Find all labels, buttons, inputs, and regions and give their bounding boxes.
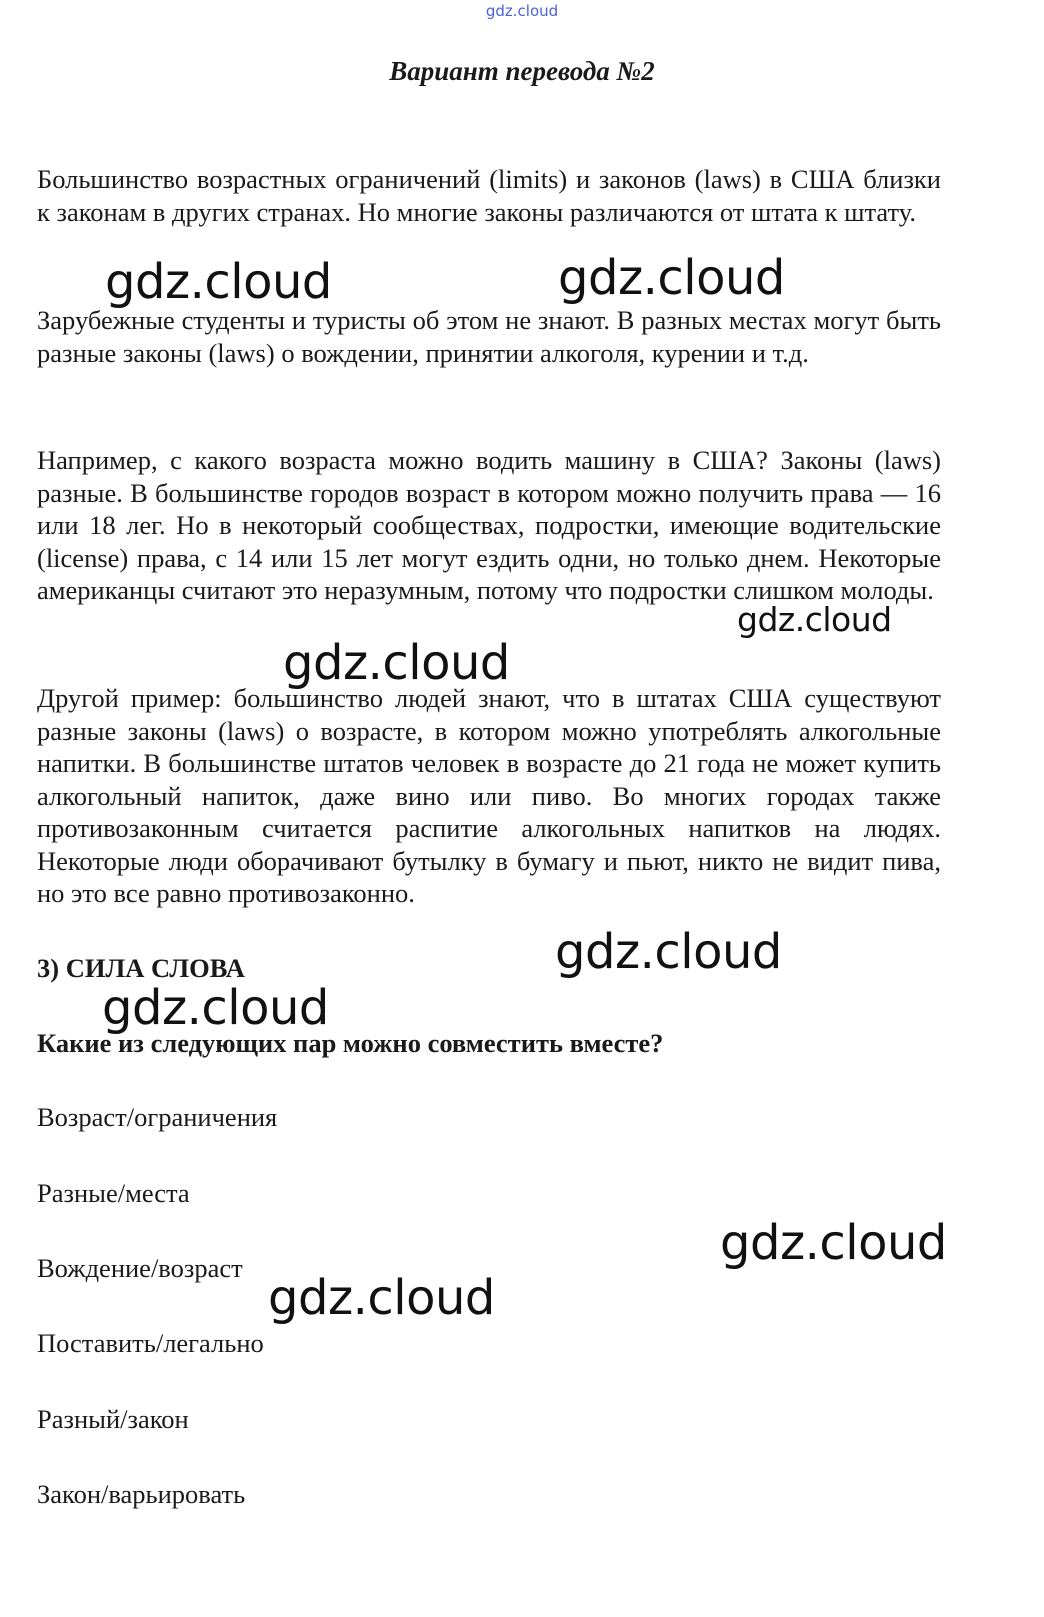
pair-item: Вождение/возраст — [37, 1253, 243, 1283]
watermark: gdz.cloud — [558, 250, 785, 306]
paragraph-3: Например, с какого возраста можно водить машину в США? Законы (laws) разные. В большинстве городов возраст в котором можно получить права — 16 или 18 лег. Но в некоторый сообществах, подростки, имеющие водительские (license) права, с 14 или 15 лет могут ездить одни, но только днем. Некоторые американцы считают это неразумным, потому что подростки слишком молоды. — [37, 445, 941, 605]
site-mark: gdz.cloud — [485, 2, 559, 20]
watermark: gdz.cloud — [737, 600, 892, 639]
pair-item: Закон/варьировать — [37, 1479, 246, 1509]
watermark: gdz.cloud — [105, 254, 332, 310]
paragraph-4: Другой пример: большинство людей знают, что в штатах США существуют разные законы (laws) о возрасте, в котором можно употреблять алкогольные напитки. В большинстве штатов человек в возрасте до 21 года не может купить алкогольный напиток, даже вино или пиво. Во многих городах также противозаконным считается распитие алкогольных напитков на людях. Некоторые люди оборачивают бутылку в бумагу и пьют, никто не видит пива, но это все равно противозаконно. — [37, 683, 941, 908]
pair-item: Поставить/легально — [37, 1328, 264, 1358]
document-title: Вариант перевода №2 — [389, 56, 655, 86]
watermark: gdz.cloud — [555, 924, 782, 980]
watermark: gdz.cloud — [283, 635, 510, 691]
pair-item: Возраст/ограничения — [37, 1102, 278, 1132]
paragraph-1: Большинство возрастных ограничений (limits) и законов (laws) в США близки к законам в других странах. Но многие законы различаются от штата к штату. — [37, 164, 941, 227]
section-heading: 3) СИЛА СЛОВА — [37, 953, 245, 983]
watermark: gdz.cloud — [720, 1215, 947, 1271]
question: Какие из следующих пар можно совместить вместе? — [37, 1028, 664, 1058]
watermark: gdz.cloud — [102, 980, 329, 1036]
paragraph-2: Зарубежные студенты и туристы об этом не знают. В разных местах могут быть разные законы (laws) о вождении, принятии алкоголя, курении и т.д. — [37, 305, 941, 368]
watermark: gdz.cloud — [268, 1270, 495, 1326]
pair-item: Разные/места — [37, 1178, 190, 1208]
pair-item: Разный/закон — [37, 1404, 189, 1434]
